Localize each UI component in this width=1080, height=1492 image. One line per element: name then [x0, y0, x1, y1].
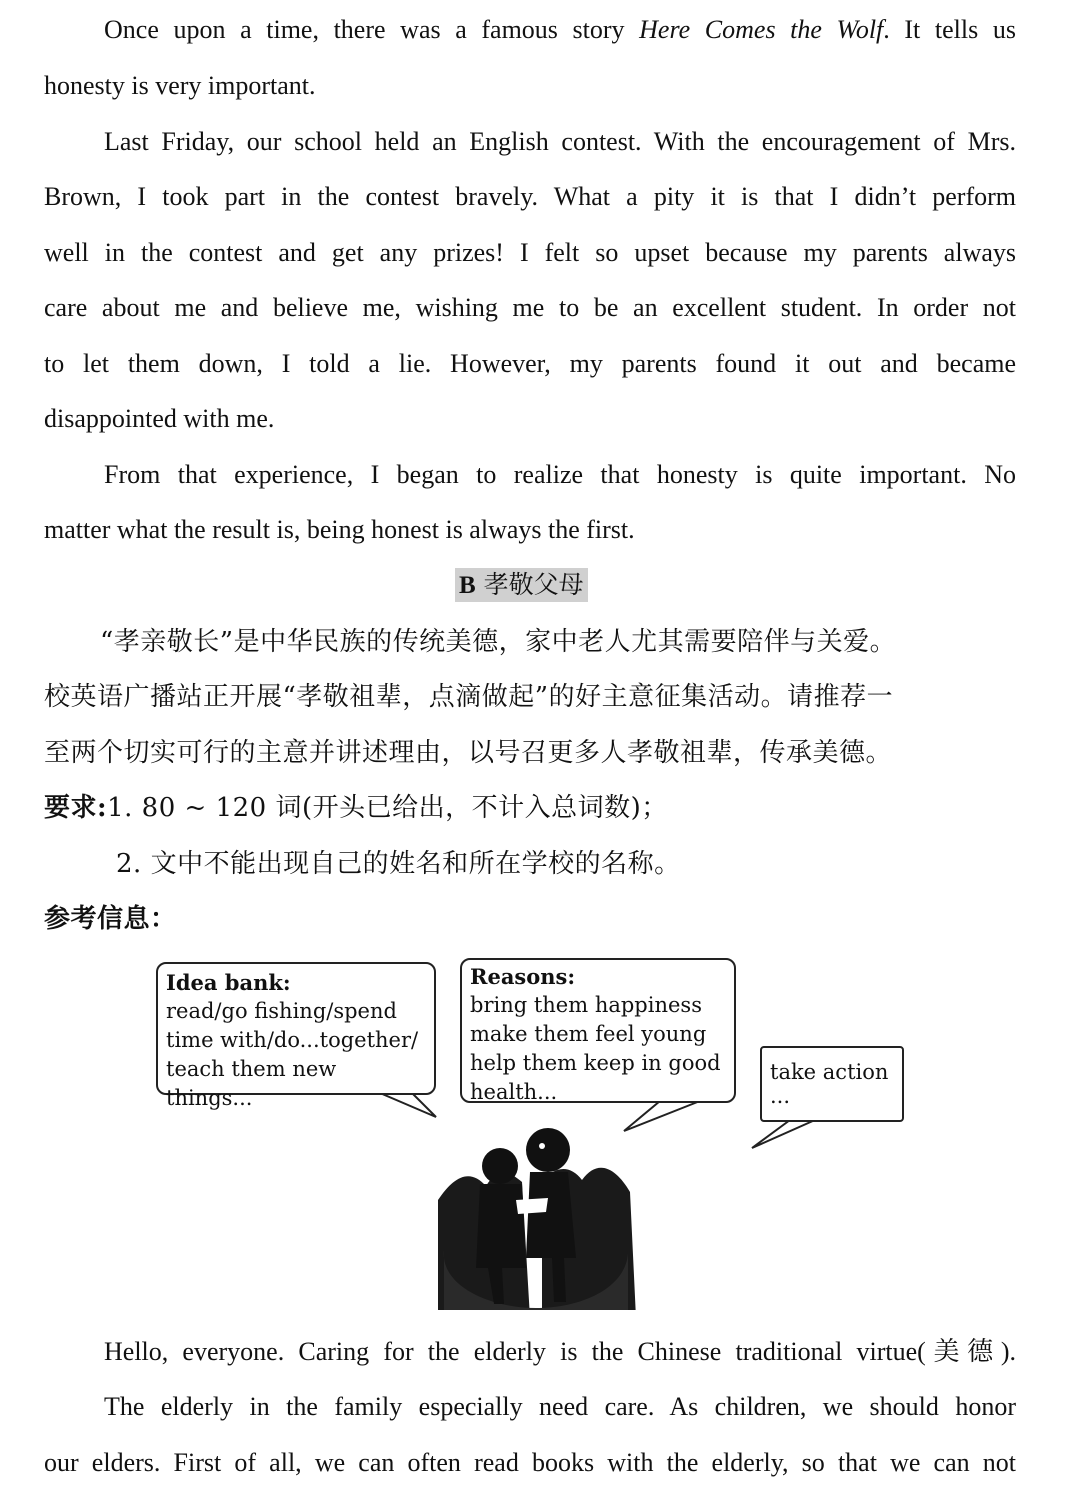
- passage-a-line: honesty is very important.: [44, 71, 316, 100]
- reasons-bubble: [460, 958, 736, 1103]
- section-letter: B: [459, 572, 476, 599]
- passage-a-line: disappointed with me.: [44, 404, 275, 433]
- requirement-line: 2. 文中不能出现自己的姓名和所在学校的名称。: [116, 849, 681, 879]
- story-title: Here Comes the Wolf: [639, 15, 884, 44]
- passage-a-line: From that experience, I began to realize that honesty is quite important. No: [104, 460, 1016, 489]
- idea-bank-title: Idea bank:: [166, 970, 291, 995]
- passage-a-line: Last Friday, our school held an English contest. With the encouragement of Mrs.: [104, 127, 1016, 156]
- reference-label: 参考信息：: [44, 904, 177, 934]
- requirement-1: 1. 80 ~ 120 词(开头已给出，不计入总词数)；: [107, 793, 668, 823]
- children-illustration-icon: [430, 1118, 642, 1310]
- idea-bank-line: time with/do...together/: [166, 1028, 419, 1052]
- passage-a-line: well in the contest and get any prizes! I felt so upset because my parents always: [44, 238, 1016, 267]
- reasons-line: health...: [470, 1080, 558, 1104]
- idea-bank-bubble: [156, 962, 436, 1110]
- take-action-ellipsis: ...: [770, 1084, 791, 1108]
- passage-a-line: to let them down, I told a lie. However, my parents found it out and became: [44, 349, 1016, 378]
- reasons-line: help them keep in good: [470, 1051, 721, 1075]
- text-span: Once upon a time, there was a famous story: [104, 15, 640, 44]
- text-span: . It tells us: [883, 15, 1016, 44]
- reasons-title: Reasons:: [470, 964, 576, 989]
- passage-a-line: Brown, I took part in the contest bravely. What a pity it is that I didn’t perform: [44, 182, 1016, 211]
- passage-a-line: care about me and believe me, wishing me to be an excellent student. In order not: [44, 293, 1016, 322]
- passage-a-line: matter what the result is, being honest is always the first.: [44, 515, 635, 544]
- section-title: 孝敬父母: [483, 570, 584, 599]
- essay-line: The elderly in the family especially need care. As children, we should honor: [104, 1392, 1016, 1421]
- task-intro-line: 校英语广播站正开展“孝敬祖辈，点滴做起”的好主意征集活动。请推荐一: [44, 682, 894, 712]
- reasons-line: make them feel young: [470, 1022, 707, 1046]
- task-intro-line: 至两个切实可行的主意并讲述理由，以号召更多人孝敬祖辈，传承美德。: [44, 738, 893, 768]
- take-action-bubble: [760, 1046, 904, 1122]
- idea-bank-line: read/go fishing/spend: [166, 999, 397, 1023]
- idea-bank-line: teach them new things...: [166, 1057, 337, 1110]
- essay-line: Hello, everyone. Caring for the elderly is the Chinese traditional virtue(美德).: [104, 1337, 1016, 1366]
- take-action-line: take action: [770, 1060, 889, 1084]
- essay-line: our elders. First of all, we can often read books with the elderly, so that we can not: [44, 1448, 1016, 1477]
- task-intro-line: “孝亲敬长”是中华民族的传统美德，家中老人尤其需要陪伴与关爱。: [100, 627, 897, 657]
- requirement-label: 要求:: [44, 793, 108, 823]
- reasons-line: bring them happiness: [470, 993, 702, 1017]
